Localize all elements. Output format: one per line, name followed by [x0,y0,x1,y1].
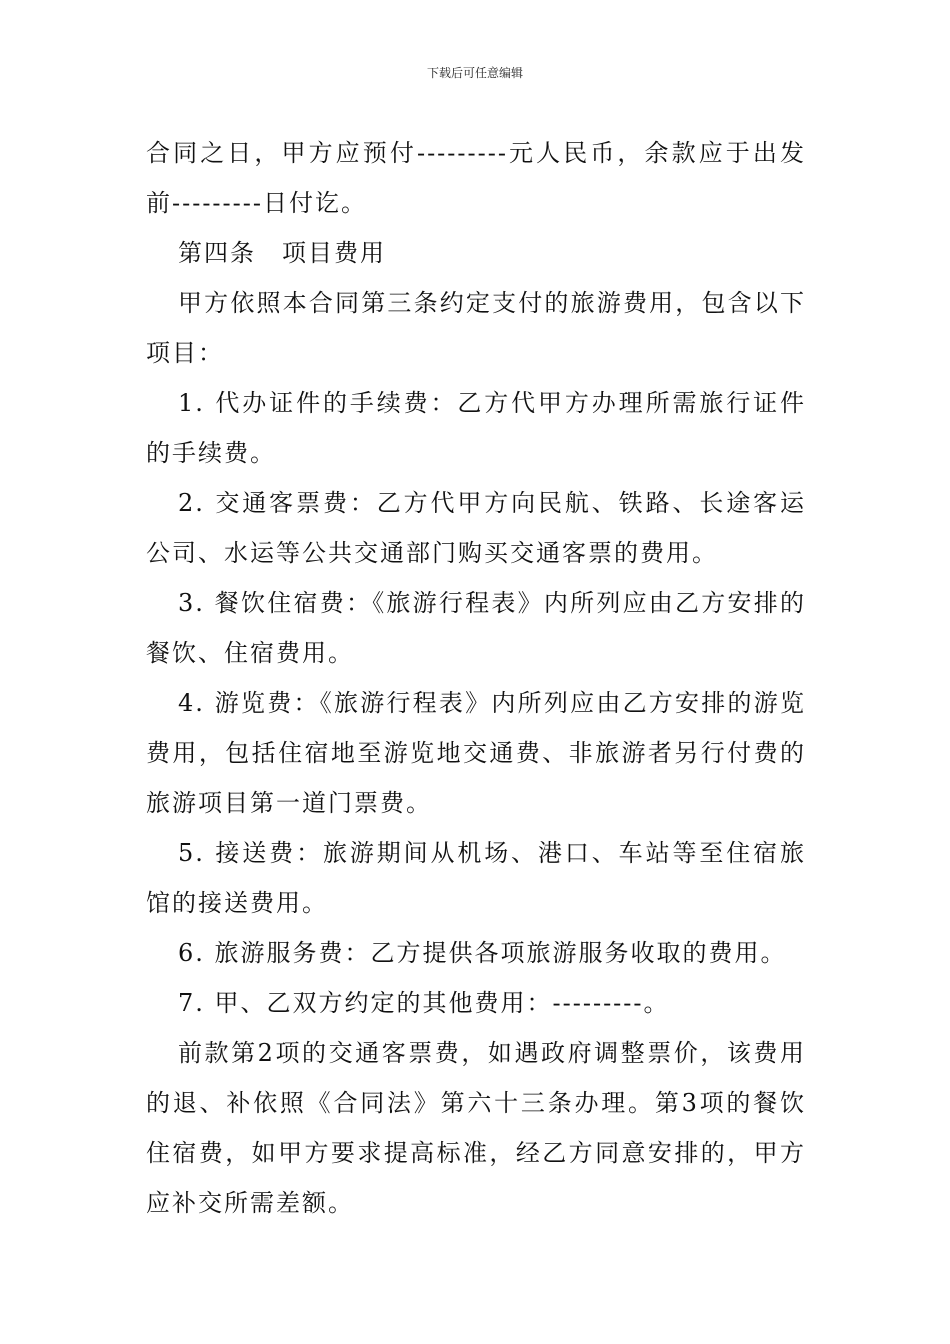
document-body [146,128,806,1228]
paragraph-fee-intro: 甲方依照本合同第三条约定支付的旅游费用，包含以下项目： [146,289,806,367]
fee-item-1: 1. 代办证件的手续费：乙方代甲方办理所需旅行证件的手续费。 [146,389,806,467]
fee-item-5: 5. 接送费：旅游期间从机场、港口、车站等至住宿旅馆的接送费用。 [146,839,806,917]
paragraph-adjustment: 前款第2项的交通客票费，如遇政府调整票价，该费用的退、补依照《合同法》第六十三条办理。第3项的餐饮住宿费，如甲方要求提高标准，经乙方同意安排的，甲方应补交所需差额。 [146,1039,806,1217]
page-header: 下载后可任意编辑 [426,66,523,80]
paragraph-advance-payment: 合同之日，甲方应预付---------元人民币，余款应于出发前---------日付讫。 [146,139,806,217]
fee-item-2: 2. 交通客票费：乙方代甲方向民航、铁路、长途客运公司、水运等公共交通部门购买交通客票的费用。 [146,489,806,567]
fee-item-7: 7. 甲、乙双方约定的其他费用：---------。 [178,989,670,1017]
fee-item-4: 4. 游览费：《旅游行程表》内所列应由乙方安排的游览费用，包括住宿地至游览地交通费、非旅游者另行付费的旅游项目第一道门票费。 [146,689,806,817]
article-heading: 第四条 项目费用 [178,239,386,267]
fee-item-3: 3. 餐饮住宿费：《旅游行程表》内所列应由乙方安排的餐饮、住宿费用。 [146,589,806,667]
fee-item-6: 6. 旅游服务费：乙方提供各项旅游服务收取的费用。 [178,939,787,967]
